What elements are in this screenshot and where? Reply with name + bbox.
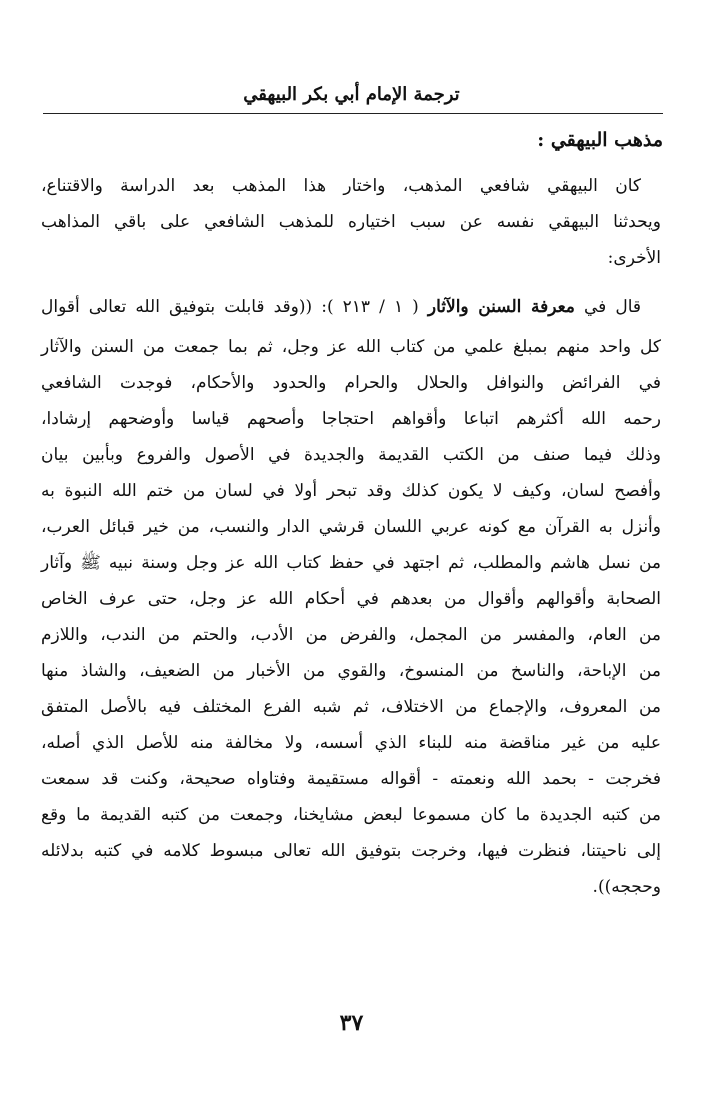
paragraph-line: رحمه الله أكثرهم اتباعا وأقواهم احتجاجا وأصحهم قياسا وأوضحهم إرشادا،: [41, 409, 661, 429]
paragraph-line: من الإباحة، والناسخ من المنسوخ، والقوي من الأخبار من الضعيف، والشاذ منها: [41, 661, 661, 681]
paragraph-line: وذلك فيما صنف من الكتب القديمة والجديدة في الأصول والفروع وبأبين بيان: [41, 445, 661, 465]
quote-lead: قال في: [583, 297, 641, 317]
paragraph-line: عليه من غير مناقضة منه للبناء الذي أسسه، ولا مخالفة منه للأصل الذي أصله،: [41, 733, 661, 753]
running-header: ترجمة الإمام أبي بكر البيهقي: [243, 84, 460, 105]
paragraph-line: ويحدثنا البيهقي نفسه عن سبب اختياره للمذهب الشافعي على باقي المذاهب: [41, 212, 661, 232]
paragraph-line-first: [41, 293, 641, 321]
header-divider: [43, 113, 663, 114]
paragraph-line: الصحابة وأقوالهم وأقوال من بعدهم في أحكام الله عز وجل، حتى عرف الخاص: [41, 589, 661, 609]
paragraph-line: كل واحد منهم بمبلغ علمي من كتاب الله عز وجل، ثم بما جمعت من السنن والآثار: [41, 337, 661, 357]
paragraph-line: من المعروف، والإجماع من الاختلاف، ثم شبه الفرع المختلف فيه بالأصل المتفق: [41, 697, 661, 717]
paragraph-line: في الفرائض والنوافل والحلال والحرام والحدود والأحكام، فوجدت الشافعي: [41, 373, 661, 393]
paragraph-line: وأفصح لسان، وكيف لا يكون كذلك وقد تبحر أولا في لسان من ختم الله النبوة به: [41, 481, 661, 501]
citation: ( ١ / ٢١٣ ): ((وقد قابلت بتوفيق الله تعالى أقوال: [41, 297, 419, 317]
paragraph-line: وأنزل به القرآن مع كونه عربي اللسان قرشي الدار والنسب، من خير قبائل العرب،: [41, 517, 661, 537]
paragraph-line: وحججه)).: [592, 877, 661, 897]
section-heading: مذهب البيهقي :: [537, 129, 663, 151]
paragraph-line: كان البيهقي شافعي المذهب، واختار هذا المذهب بعد الدراسة والاقتناع،: [41, 176, 641, 196]
page-number: ٣٧: [339, 1010, 364, 1036]
paragraph-line: الأخرى:: [607, 248, 661, 268]
paragraph-line: من كتبه الجديدة ما كان مسموعا لبعض مشايخنا، وجمعت من كتبه القديمة ما وقع: [41, 805, 661, 825]
paragraph-line: من نسل هاشم والمطلب، ثم اجتهد في حفظ كتاب الله عز وجل وسنة نبيه ﷺ وآثار: [41, 553, 661, 573]
paragraph-line: إلى ناحيتنا، فنظرت فيها، وخرجت بتوفيق الله تعالى مبسوط كلامه في كتبه بدلائله: [41, 841, 661, 861]
paragraph-line: من العام، والمفسر من المجمل، والفرض من الأدب، والحتم من الندب، واللازم: [41, 625, 661, 645]
book-title: معرفة السنن والآثار: [427, 297, 575, 317]
paragraph-line: فخرجت - بحمد الله ونعمته - أقواله مستقيمة وفتاواه صحيحة، وكنت قد سمعت: [41, 769, 661, 789]
